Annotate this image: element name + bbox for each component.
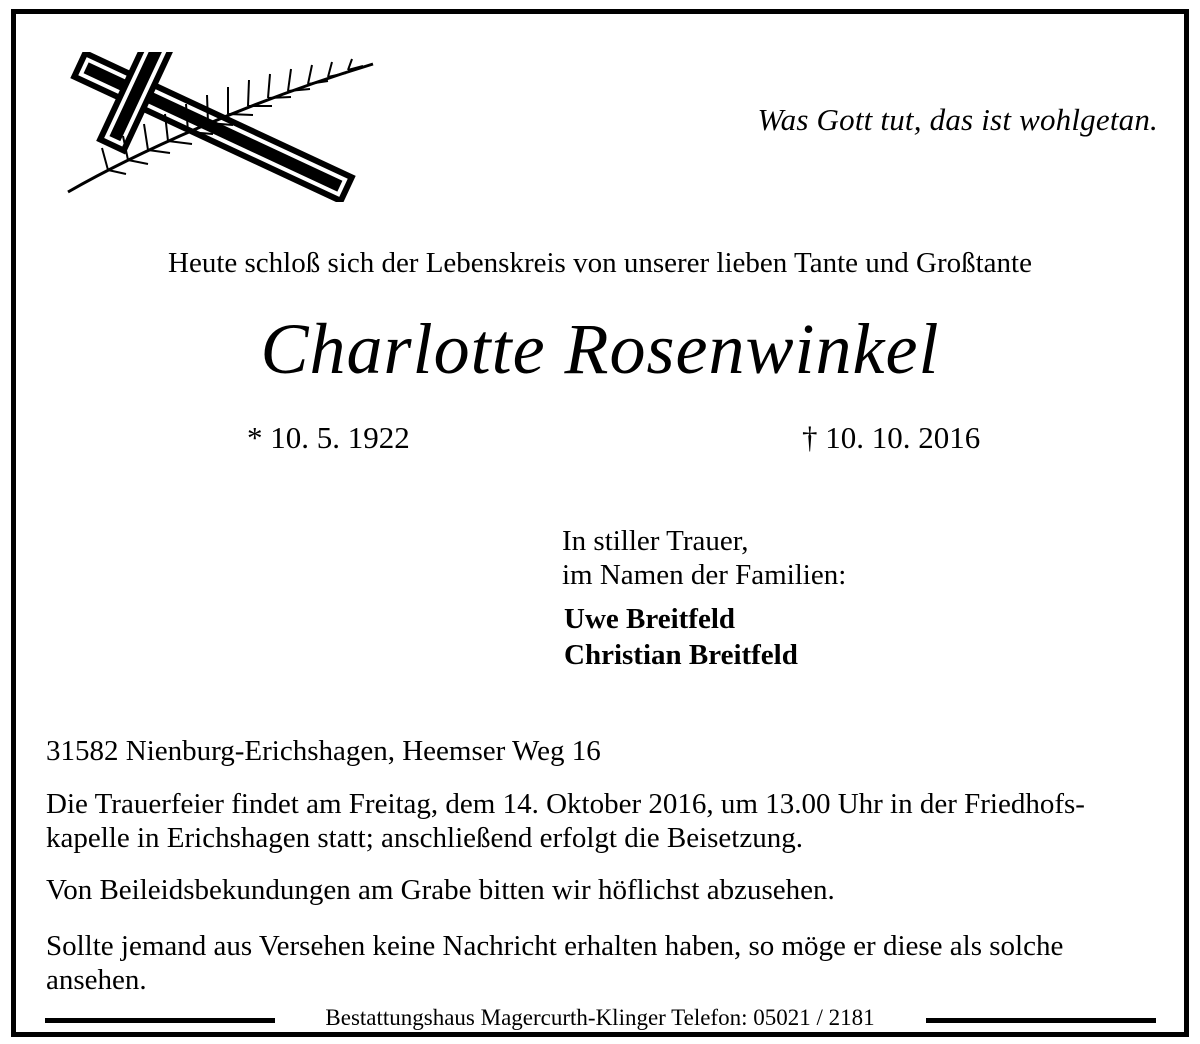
signers-list — [564, 601, 798, 673]
ceremony-paragraph: Die Trauerfeier findet am Freitag, dem 14. Oktober 2016, um 13.00 Uhr in der Friedhofs-kapelle in Erichshagen statt; anschließend erfolgt die Beisetzung. — [46, 788, 1085, 854]
condolences-paragraph: Von Beileidsbekundungen am Grabe bitten wir höflichst abzusehen. — [46, 874, 835, 906]
deceased-name: Charlotte Rosenwinkel — [260, 309, 940, 389]
cross-with-palm-icon — [48, 52, 380, 202]
funeral-home-footer: Bestattungshaus Magercurth-Klinger Telefon: 05021 / 2181 — [325, 1005, 875, 1030]
intro-text: Heute schloß sich der Lebenskreis von unserer lieben Tante und Großtante — [168, 247, 1032, 279]
death-date: † 10. 10. 2016 — [802, 420, 981, 455]
notice-paragraph: Sollte jemand aus Versehen keine Nachricht erhalten haben, so möge er diese als solche ansehen. — [46, 930, 1064, 996]
birth-date: * 10. 5. 1922 — [247, 420, 410, 455]
mourning-text — [562, 524, 846, 592]
mourning-line-2: im Namen der Familien: — [562, 559, 847, 591]
address: 31582 Nienburg-Erichshagen, Heemser Weg 16 — [46, 735, 601, 767]
mourning-line-1: In stiller Trauer, — [562, 525, 749, 557]
motto-verse: Was Gott tut, das ist wohlgetan. — [757, 102, 1158, 137]
signer-name: Uwe Breitfeld — [564, 603, 735, 635]
signer-name: Christian Breitfeld — [564, 639, 798, 671]
